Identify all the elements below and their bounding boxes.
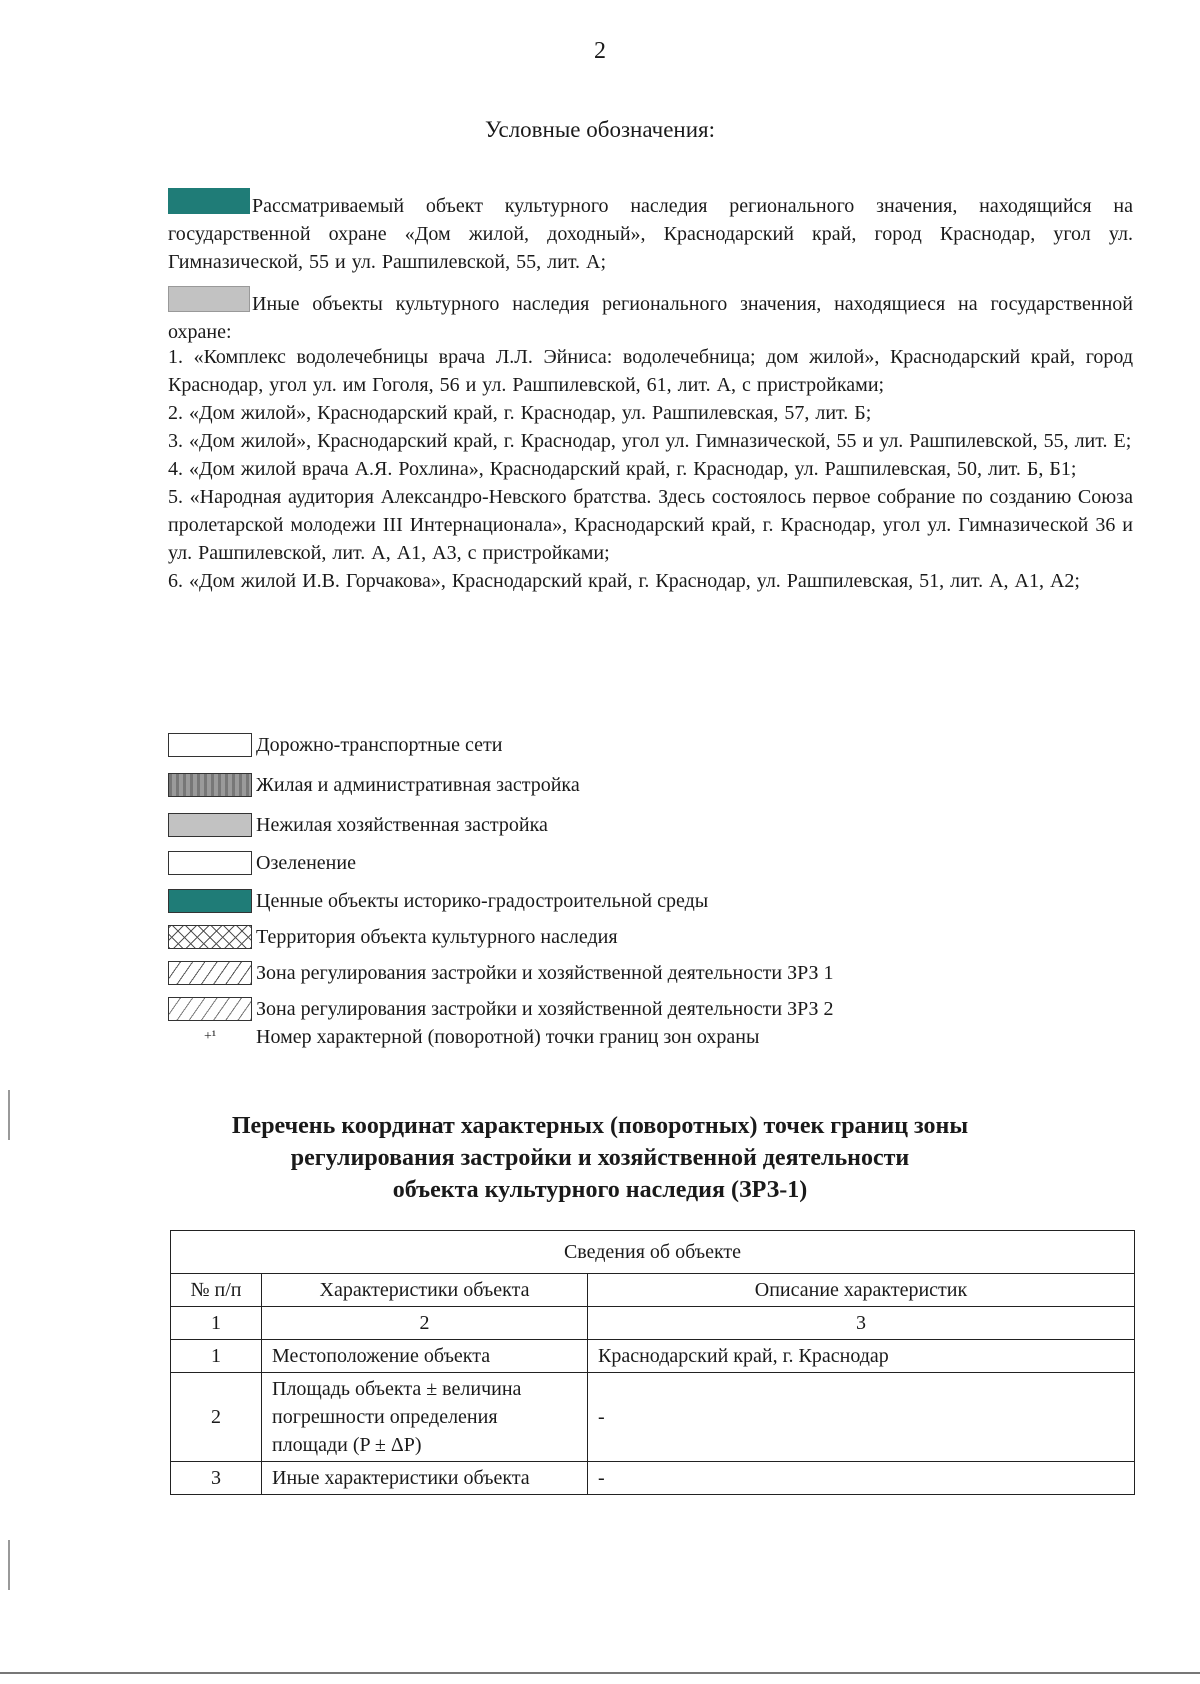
greenery-swatch bbox=[168, 851, 252, 875]
heritage-object-item: 2. «Дом жилой», Краснодарский край, г. Краснодар, ул. Рашпилевская, 57, лит. Б; bbox=[168, 402, 872, 424]
legend-item-label: Озеленение bbox=[256, 851, 356, 874]
heritage-objects-list bbox=[168, 343, 1133, 595]
legend-item-nonresidential bbox=[168, 810, 548, 840]
table-column-numbers-row bbox=[171, 1307, 1135, 1340]
territory-swatch bbox=[168, 925, 252, 949]
zrz2-swatch bbox=[168, 997, 252, 1021]
legend-item-valuable bbox=[168, 886, 708, 916]
legend-item-point bbox=[168, 1022, 759, 1052]
table-caption-row bbox=[171, 1231, 1135, 1274]
other-objects-swatch bbox=[168, 286, 250, 312]
point-number-icon: +¹ bbox=[203, 1029, 217, 1044]
legend-item-zrz1 bbox=[168, 958, 833, 988]
heritage-object-item: 4. «Дом жилой врача А.Я. Рохлина», Краснодарский край, г. Краснодар, ул. Рашпилевская, 50, лит. Б, Б1; bbox=[168, 458, 1077, 480]
legend-intro-main-object bbox=[168, 188, 1133, 276]
heritage-object-item: 5. «Народная аудитория Александро-Невского братства. Здесь состоялось первое собрание по созданию Союза пролетарской молодежи III Интернационала», Краснодарский край, г. Краснодар, угол ул. Гимназической 36 и ул. Рашпилевской, лит. А, А1, А3, с пристройками; bbox=[168, 486, 1133, 564]
legend-item-territory bbox=[168, 922, 618, 952]
table-row bbox=[171, 1462, 1135, 1495]
header-number: № п/п bbox=[171, 1274, 262, 1307]
legend-item-zrz2 bbox=[168, 994, 833, 1024]
column-number: 2 bbox=[262, 1307, 588, 1340]
legend-item-label: Зона регулирования застройки и хозяйственной деятельности ЗРЗ 1 bbox=[256, 961, 834, 984]
row-description: - bbox=[588, 1462, 1135, 1495]
residential-swatch bbox=[168, 773, 252, 797]
valuable-swatch bbox=[168, 889, 252, 913]
heading-line: Перечень координат характерных (поворотных) точек границ зоны bbox=[231, 1113, 969, 1139]
legend-item-label: Ценные объекты историко-градостроительной среды bbox=[256, 889, 709, 912]
scan-margin-mark bbox=[8, 1090, 10, 1140]
legend-item-label: Территория объекта культурного наследия bbox=[256, 925, 618, 948]
row-characteristic: Площадь объекта ± величина погрешности определения площади (P ± ΔP) bbox=[262, 1373, 588, 1462]
section-heading bbox=[0, 1110, 1200, 1206]
legend-intro-other-objects bbox=[168, 286, 1133, 346]
table-row bbox=[171, 1373, 1135, 1462]
heritage-object-item: 1. «Комплекс водолечебницы врача Л.Л. Эйниса: водолечебница; дом жилой», Краснодарский край, город Краснодар, угол ул. им Гоголя, 56 и ул. Рашпилевской, 61, лит. А, с пристройками; bbox=[168, 346, 1133, 396]
table-row bbox=[171, 1340, 1135, 1373]
heritage-object-item: 3. «Дом жилой», Краснодарский край, г. Краснодар, угол ул. Гимназической, 55 и ул. Рашпилевской, 55, лит. Е; bbox=[168, 430, 1132, 452]
legend-item-label: Жилая и административная застройка bbox=[256, 773, 580, 796]
row-description: - bbox=[588, 1373, 1135, 1462]
legend-item-label: Номер характерной (поворотной) точки границ зон охраны bbox=[256, 1025, 760, 1048]
legend-item-greenery bbox=[168, 848, 356, 878]
main-object-swatch bbox=[168, 188, 250, 214]
page-number: 2 bbox=[594, 38, 606, 64]
legend-item-label: Зона регулирования застройки и хозяйственной деятельности ЗРЗ 2 bbox=[256, 997, 834, 1020]
row-characteristic: Местоположение объекта bbox=[262, 1340, 588, 1373]
row-characteristic: Иные характеристики объекта bbox=[262, 1462, 588, 1495]
heading-line: регулирования застройки и хозяйственной деятельности bbox=[290, 1145, 910, 1171]
column-number: 1 bbox=[171, 1307, 262, 1340]
nonresidential-swatch bbox=[168, 813, 252, 837]
legend-item-label: Нежилая хозяйственная застройка bbox=[256, 813, 548, 836]
row-number: 1 bbox=[171, 1340, 262, 1373]
bottom-rule bbox=[0, 1672, 1200, 1674]
zrz1-swatch bbox=[168, 961, 252, 985]
header-description: Описание характеристик bbox=[588, 1274, 1135, 1307]
main-object-text: Рассматриваемый объект культурного наследия регионального значения, находящийся на государственной охране «Дом жилой, доходный», Краснодарский край, город Краснодар, угол ул. Гимназической, 55 и ул. Рашпилевской, 55, лит. А; bbox=[168, 195, 1133, 273]
road-swatch bbox=[168, 733, 252, 757]
row-description: Краснодарский край, г. Краснодар bbox=[588, 1340, 1135, 1373]
header-characteristics: Характеристики объекта bbox=[262, 1274, 588, 1307]
legend-item-residential bbox=[168, 770, 580, 800]
legend-title: Условные обозначения: bbox=[484, 117, 716, 142]
row-number: 2 bbox=[171, 1373, 262, 1462]
scan-margin-mark bbox=[8, 1540, 10, 1590]
object-info-table bbox=[170, 1230, 1135, 1495]
row-number: 3 bbox=[171, 1462, 262, 1495]
other-objects-text: Иные объекты культурного наследия регионального значения, находящиеся на государственной охране: bbox=[168, 293, 1133, 343]
table-caption: Сведения об объекте bbox=[171, 1231, 1135, 1274]
column-number: 3 bbox=[588, 1307, 1135, 1340]
legend-item-label: Дорожно-транспортные сети bbox=[256, 733, 503, 756]
table-header-row bbox=[171, 1274, 1135, 1307]
legend-item-road bbox=[168, 730, 502, 760]
heading-line: объекта культурного наследия (ЗРЗ-1) bbox=[392, 1177, 808, 1203]
heritage-object-item: 6. «Дом жилой И.В. Горчакова», Краснодарский край, г. Краснодар, ул. Рашпилевская, 51, лит. А, А1, А2; bbox=[168, 570, 1080, 592]
